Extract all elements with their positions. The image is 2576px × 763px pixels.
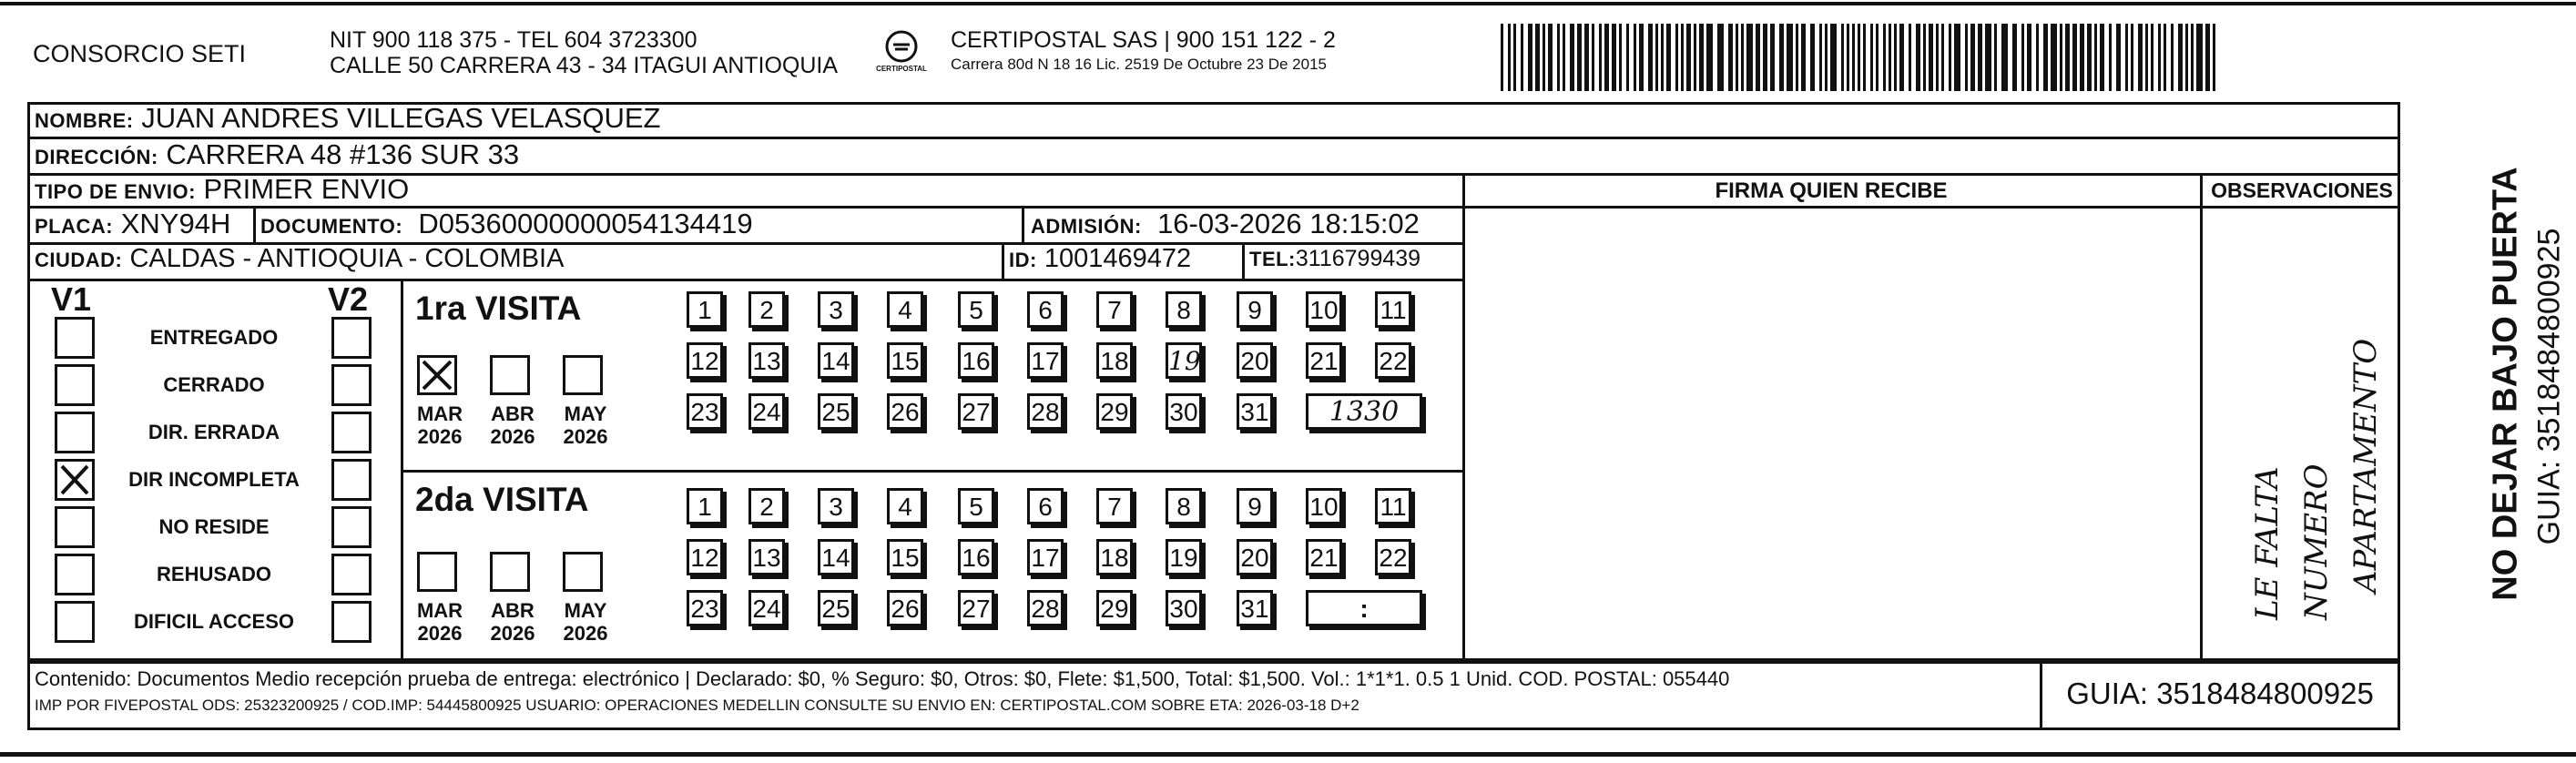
barcode-bar: [2196, 24, 2203, 91]
barcode-bar: [1548, 24, 1553, 91]
month-year: 2026: [417, 425, 463, 448]
second-visit-day-box[interactable]: 30: [1166, 590, 1202, 626]
row-divider-5: [27, 279, 1462, 281]
barcode-bar: [1923, 24, 1926, 91]
direccion-value: CARRERA 48 #136 SUR 33: [166, 138, 520, 170]
status-option-label: DIR. ERRADA: [148, 421, 280, 443]
second-visit-day-box[interactable]: 22: [1375, 539, 1411, 575]
first-visit-month-label: [410, 402, 470, 448]
barcode-bar: [2185, 24, 2188, 91]
second-visit-day-box[interactable]: 25: [818, 590, 854, 626]
barcode-bar: [1584, 24, 1589, 91]
row-ciudad: [35, 244, 564, 274]
barcode-bar: [1870, 24, 1873, 91]
second-visit-day-box[interactable]: 19: [1166, 539, 1202, 575]
placa-value: XNY94H: [120, 208, 231, 239]
month-year: 2026: [490, 425, 535, 448]
footer-line-1: Contenido: Documentos Medio recepción prueba de entrega: electrónico | Declarado: $0, % Seguro: $0, Otros: $0, Flete: $1,500, Total: $1,500. Vol.: 1*1*1. 0.5 1 Unid. COD. POSTAL: 055440: [35, 667, 1730, 690]
month-year: 2026: [563, 622, 608, 645]
row-placa: [35, 208, 230, 240]
barcode-bar: [1899, 24, 1904, 91]
v1-checkbox[interactable]: [55, 459, 95, 501]
barcode-bar: [2001, 24, 2008, 91]
placa-label: PLACA:: [35, 215, 114, 238]
barcode-bar: [1909, 24, 1911, 91]
barcode-bar: [1681, 24, 1684, 91]
barcode-bar: [1639, 24, 1644, 91]
status-option-label: DIFICIL ACCESO: [133, 610, 294, 633]
barcode-bar: [1978, 24, 1982, 91]
col-divider-id: [1002, 242, 1004, 279]
col-divider-visits: [401, 279, 403, 661]
first-visit-day-box[interactable]: 2: [748, 291, 785, 328]
barcode-bar: [2109, 24, 2112, 91]
second-visit-day-box[interactable]: 16: [958, 539, 994, 575]
barcode-bar: [2116, 24, 2121, 91]
first-visit-month-label: [555, 402, 616, 448]
month-name: ABR: [491, 599, 535, 622]
second-visit-day-box[interactable]: 18: [1096, 539, 1133, 575]
v1-checkbox[interactable]: [55, 601, 95, 643]
bottom-border: [0, 752, 2576, 757]
barcode-bar: [1619, 24, 1622, 91]
top-border: [0, 2, 2576, 5]
v2-checkbox[interactable]: [331, 554, 372, 595]
v1-checkbox[interactable]: [55, 554, 95, 595]
first-visit-day-box[interactable]: 5: [958, 291, 994, 328]
status-option-label: DIR INCOMPLETA: [128, 468, 300, 491]
v1-label: V1: [51, 280, 92, 318]
first-visit-day-box[interactable]: 18: [1096, 342, 1133, 379]
first-visit-month-checkbox[interactable]: [490, 355, 530, 395]
address-line: CALLE 50 CARRERA 43 - 34 ITAGUI ANTIOQUIA: [330, 53, 839, 78]
second-visit-title: 2da VISITA: [415, 481, 589, 518]
first-visit-day-box[interactable]: 26: [887, 393, 923, 430]
nit-line: NIT 900 118 375 - TEL 604 3723300: [330, 27, 697, 53]
barcode-bar: [1936, 24, 1939, 91]
barcode-bar: [1970, 24, 1975, 91]
first-visit-day-box[interactable]: 15: [887, 342, 923, 379]
first-visit-day-box[interactable]: 29: [1096, 393, 1133, 430]
signature-area[interactable]: [1466, 208, 2196, 657]
barcode-bar: [1985, 24, 1991, 91]
barcode-bar: [1675, 24, 1678, 91]
first-visit-day-box[interactable]: 12: [687, 342, 723, 379]
second-visit-month-checkbox[interactable]: [417, 552, 457, 592]
barcode-bar: [1894, 24, 1897, 91]
observation-note: [2243, 338, 2390, 620]
barcode-bar: [1513, 24, 1516, 91]
row-admision: [1031, 208, 1420, 240]
barcode-bar: [2027, 24, 2031, 91]
first-visit-day-box[interactable]: 16: [958, 342, 994, 379]
barcode-bar: [1819, 24, 1822, 91]
status-option-label: REHUSADO: [157, 563, 271, 585]
first-visit-day-box[interactable]: 9: [1237, 291, 1273, 328]
barcode-bar: [2043, 24, 2048, 91]
barcode-bar: [2072, 24, 2077, 91]
visit-divider: [401, 470, 1462, 473]
row-documento: [260, 208, 753, 240]
col-divider-tel: [1242, 242, 1245, 279]
nombre-label: NOMBRE:: [35, 109, 134, 132]
ciudad-label: CIUDAD:: [35, 249, 123, 271]
second-visit-day-box[interactable]: 4: [887, 488, 923, 524]
barcode-bar: [1841, 24, 1844, 91]
barcode-bar: [2171, 24, 2174, 91]
barcode-bar: [2100, 24, 2104, 91]
first-visit-day-box[interactable]: 11: [1375, 291, 1411, 328]
second-visit-day-box[interactable]: 27: [958, 590, 994, 626]
admision-value: 16-03-2026 18:15:02: [1157, 208, 1420, 239]
month-name: ABR: [491, 402, 535, 425]
second-visit-day-box[interactable]: 17: [1027, 539, 1064, 575]
first-visit-day-box[interactable]: 28: [1027, 393, 1064, 430]
barcode-bar: [2158, 24, 2161, 91]
barcode-bar: [1699, 24, 1704, 91]
firma-header: FIRMA QUIEN RECIBE: [1715, 178, 1948, 203]
barcode-bar: [1779, 24, 1784, 91]
v1-checkbox[interactable]: [55, 317, 95, 359]
direccion-label: DIRECCIÓN:: [35, 146, 158, 168]
month-name: MAR: [416, 599, 463, 622]
first-visit-time-box[interactable]: 1330: [1306, 393, 1422, 430]
second-visit-time-box[interactable]: :: [1306, 590, 1422, 626]
v1-checkbox[interactable]: [55, 412, 95, 453]
barcode-bar: [1810, 24, 1815, 91]
barcode-bar: [1694, 24, 1696, 91]
second-visit-month-checkbox[interactable]: [490, 552, 530, 592]
barcode-bar: [1717, 24, 1724, 91]
barcode-bar: [1941, 24, 1944, 91]
tipo-value: PRIMER ENVIO: [203, 173, 410, 205]
barcode-bar: [1501, 24, 1503, 91]
col-divider-obs: [2200, 173, 2203, 661]
footer-guia: GUIA: 3518484800925: [2066, 677, 2374, 710]
barcode-bar: [1736, 24, 1738, 91]
second-visit-day-box[interactable]: 21: [1306, 539, 1342, 575]
second-visit-day-box[interactable]: 31: [1237, 590, 1273, 626]
barcode-bar: [2164, 24, 2166, 91]
row-tipo: [35, 173, 409, 206]
barcode-bar: [1648, 24, 1653, 91]
observaciones-header: OBSERVACIONES: [2211, 178, 2393, 202]
second-visit-day-box[interactable]: 7: [1096, 488, 1133, 524]
barcode-bar: [1746, 24, 1753, 91]
status-option-label: NO RESIDE: [158, 515, 270, 538]
certi-line-1: CERTIPOSTAL SAS | 900 151 122 - 2: [951, 27, 1336, 53]
first-visit-day-box[interactable]: 30: [1166, 393, 1202, 430]
barcode-bar: [1634, 24, 1636, 91]
first-visit-day-box[interactable]: 21: [1306, 342, 1342, 379]
row-id: [1009, 244, 1191, 274]
first-visit-title: 1ra VISITA: [415, 290, 582, 327]
second-visit-day-box[interactable]: 1: [687, 488, 723, 524]
barcode-bar: [1592, 24, 1594, 91]
barcode-bar: [2060, 24, 2062, 91]
second-visit-day-box[interactable]: 23: [687, 590, 723, 626]
first-visit-day-box[interactable]: 10: [1306, 291, 1342, 328]
ciudad-value: CALDAS - ANTIOQUIA - COLOMBIA: [129, 244, 565, 273]
barcode-bar: [2178, 24, 2183, 91]
barcode-bar: [1801, 24, 1806, 91]
barcode-bar: [2191, 24, 2194, 91]
guia-vertical: GUIA: 3518484800925: [2531, 228, 2567, 545]
second-visit-day-box[interactable]: 14: [818, 539, 854, 575]
first-visit-day-box[interactable]: 1: [687, 291, 723, 328]
barcode-bar: [1770, 24, 1775, 91]
footer-line-2: IMP POR FIVEPOSTAL ODS: 25323200925 / COD.IMP: 54445800925 USUARIO: OPERACIONES MEDELLIN CONSULTE SU ENVIO EN: CERTIPOSTAL.COM SOBRE ETA: 2026-03-18 D+2: [35, 697, 1359, 714]
barcode-bar: [1830, 24, 1837, 91]
barcode-bar: [1916, 24, 1920, 91]
barcode-bar: [1661, 24, 1664, 91]
barcode-bar: [1994, 24, 1997, 91]
v2-checkbox[interactable]: [331, 317, 372, 359]
v2-checkbox[interactable]: [331, 412, 372, 453]
company-contact: [330, 27, 838, 78]
handwritten-note-1: LE FALTA NUMERO: [2249, 463, 2335, 620]
second-visit-day-box[interactable]: 2: [748, 488, 785, 524]
first-visit-day-box[interactable]: 24: [748, 393, 785, 430]
first-visit-month-label: [483, 402, 543, 448]
barcode-bar: [2087, 24, 2092, 91]
barcode-bar: [2205, 24, 2210, 91]
barcode-bar: [1528, 24, 1532, 91]
month-year: 2026: [563, 425, 608, 448]
handwritten-note-2: APARTAMENTO: [2347, 338, 2384, 593]
first-visit-day-box[interactable]: 22: [1375, 342, 1411, 379]
second-visit-month-label: [410, 599, 470, 645]
barcode-bar: [2051, 24, 2057, 91]
tel-label: TEL:: [1249, 248, 1296, 270]
col-divider-admision: [1022, 206, 1024, 242]
barcode-bar: [1949, 24, 1951, 91]
second-visit-day-box[interactable]: 13: [748, 539, 785, 575]
v2-checkbox[interactable]: [331, 459, 372, 501]
status-option-label: ENTREGADO: [149, 326, 279, 349]
first-visit-day-box[interactable]: 7: [1096, 291, 1133, 328]
id-label: ID:: [1009, 249, 1037, 271]
barcode-bar: [1728, 24, 1733, 91]
barcode-bar: [1954, 24, 1960, 91]
certi-line-2: Carrera 80d N 18 16 Lic. 2519 De Octubre 23 De 2015: [951, 56, 1327, 73]
col-divider-firma: [1462, 173, 1465, 661]
barcode-bar: [1796, 24, 1798, 91]
documento-label: DOCUMENTO:: [260, 215, 403, 238]
tipo-label: TIPO DE ENVIO:: [35, 180, 196, 203]
row-tel: [1249, 246, 1420, 272]
barcode-bar: [2125, 24, 2128, 91]
month-name: MAY: [564, 599, 607, 622]
first-visit-day-box[interactable]: 17: [1027, 342, 1064, 379]
second-visit-day-box[interactable]: 6: [1027, 488, 1064, 524]
first-visit-day-box[interactable]: 23: [687, 393, 723, 430]
col-divider-placa: [253, 206, 256, 242]
second-visit-day-box[interactable]: 10: [1306, 488, 1342, 524]
barcode-bar: [1929, 24, 1933, 91]
second-visit-month-label: [555, 599, 616, 645]
second-visit-day-box[interactable]: 12: [687, 539, 723, 575]
barcode-bar: [2138, 24, 2143, 91]
first-visit-month-checkbox[interactable]: [563, 355, 603, 395]
first-visit-day-box[interactable]: 25: [818, 393, 854, 430]
v1-checkbox[interactable]: [55, 364, 95, 406]
second-visit-day-box[interactable]: 26: [887, 590, 923, 626]
row-nombre: [35, 102, 660, 135]
barcode-bar: [1706, 24, 1713, 91]
logo-icon: [884, 29, 919, 64]
barcode-bar: [1756, 24, 1760, 91]
first-visit-day-box[interactable]: 3: [818, 291, 854, 328]
first-visit-day-box[interactable]: 19: [1166, 342, 1202, 379]
barcode-bar: [1876, 24, 1879, 91]
first-visit-day-box[interactable]: 31: [1237, 393, 1273, 430]
barcode-bar: [2012, 24, 2017, 91]
first-visit-day-box[interactable]: 27: [958, 393, 994, 430]
status-option-label: CERRADO: [163, 373, 265, 396]
certipostal-logo: [874, 29, 929, 73]
barcode-bar: [1655, 24, 1658, 91]
admision-label: ADMISIÓN:: [1031, 215, 1142, 238]
second-visit-day-box[interactable]: 28: [1027, 590, 1064, 626]
barcode-bar: [2151, 24, 2153, 91]
tel-value: 3116799439: [1295, 246, 1421, 271]
barcode-bar: [1508, 24, 1511, 91]
barcode-bar: [1543, 24, 1545, 91]
barcode-bar: [1889, 24, 1891, 91]
certipostal-info: [951, 27, 1336, 74]
barcode-bar: [2065, 24, 2070, 91]
row-direccion: [35, 138, 519, 171]
barcode: [1501, 24, 2225, 91]
barcode-bar: [1965, 24, 1968, 91]
month-name: MAR: [416, 402, 463, 425]
second-visit-day-box[interactable]: 29: [1096, 590, 1133, 626]
barcode-bar: [1577, 24, 1582, 91]
first-visit-day-box[interactable]: 4: [887, 291, 923, 328]
v2-checkbox[interactable]: [331, 364, 372, 406]
barcode-bar: [1847, 24, 1849, 91]
barcode-bar: [2094, 24, 2097, 91]
barcode-bar: [2036, 24, 2039, 91]
v2-label: V2: [328, 280, 369, 318]
first-visit-day-box[interactable]: 8: [1166, 291, 1202, 328]
barcode-bar: [1858, 24, 1860, 91]
second-visit-day-box[interactable]: 9: [1237, 488, 1273, 524]
barcode-bar: [1852, 24, 1855, 91]
nombre-value: JUAN ANDRES VILLEGAS VELASQUEZ: [141, 102, 661, 134]
second-visit-day-box[interactable]: 8: [1166, 488, 1202, 524]
barcode-bar: [1686, 24, 1691, 91]
barcode-bar: [1666, 24, 1671, 91]
second-visit-day-box[interactable]: 15: [887, 539, 923, 575]
second-visit-day-box[interactable]: 24: [748, 590, 785, 626]
logo-text: CERTIPOSTAL: [876, 65, 927, 73]
month-year: 2026: [417, 622, 463, 645]
second-visit-month-label: [483, 599, 543, 645]
month-name: MAY: [564, 402, 607, 425]
first-visit-day-box[interactable]: 20: [1237, 342, 1273, 379]
barcode-bar: [1563, 24, 1565, 91]
second-visit-day-box[interactable]: 11: [1375, 488, 1411, 524]
no-dejar-bajo-puerta: NO DEJAR BAJO PUERTA: [2486, 167, 2525, 601]
second-visit-day-box[interactable]: 20: [1237, 539, 1273, 575]
barcode-bar: [1787, 24, 1793, 91]
barcode-bar: [1557, 24, 1560, 91]
barcode-bar: [2131, 24, 2133, 91]
second-visit-day-box[interactable]: 3: [818, 488, 854, 524]
v2-checkbox[interactable]: [331, 601, 372, 643]
barcode-bar: [1741, 24, 1744, 91]
first-visit-day-box[interactable]: 6: [1027, 291, 1064, 328]
month-year: 2026: [490, 622, 535, 645]
barcode-bar: [1570, 24, 1574, 91]
first-visit-day-box[interactable]: 13: [748, 342, 785, 379]
barcode-bar: [2213, 24, 2215, 91]
first-visit-day-box[interactable]: 14: [818, 342, 854, 379]
barcode-bar: [1863, 24, 1866, 91]
company-name: CONSORCIO SETI: [33, 40, 247, 67]
barcode-bar: [2145, 24, 2148, 91]
id-value: 1001469472: [1044, 244, 1192, 273]
barcode-bar: [1763, 24, 1767, 91]
documento-value: D05360000000054134419: [418, 208, 753, 239]
barcode-bar: [1604, 24, 1609, 91]
v2-checkbox[interactable]: [331, 506, 372, 548]
second-visit-month-checkbox[interactable]: [563, 552, 603, 592]
v1-checkbox[interactable]: [55, 506, 95, 548]
second-visit-day-box[interactable]: 5: [958, 488, 994, 524]
barcode-bar: [1825, 24, 1828, 91]
barcode-bar: [1883, 24, 1886, 91]
barcode-bar: [2080, 24, 2084, 91]
barcode-bar: [1612, 24, 1616, 91]
barcode-bar: [1535, 24, 1540, 91]
barcode-bar: [1626, 24, 1629, 91]
barcode-bar: [1521, 24, 1523, 91]
barcode-bar: [2021, 24, 2024, 91]
first-visit-month-checkbox[interactable]: [417, 355, 457, 395]
barcode-bar: [1599, 24, 1602, 91]
